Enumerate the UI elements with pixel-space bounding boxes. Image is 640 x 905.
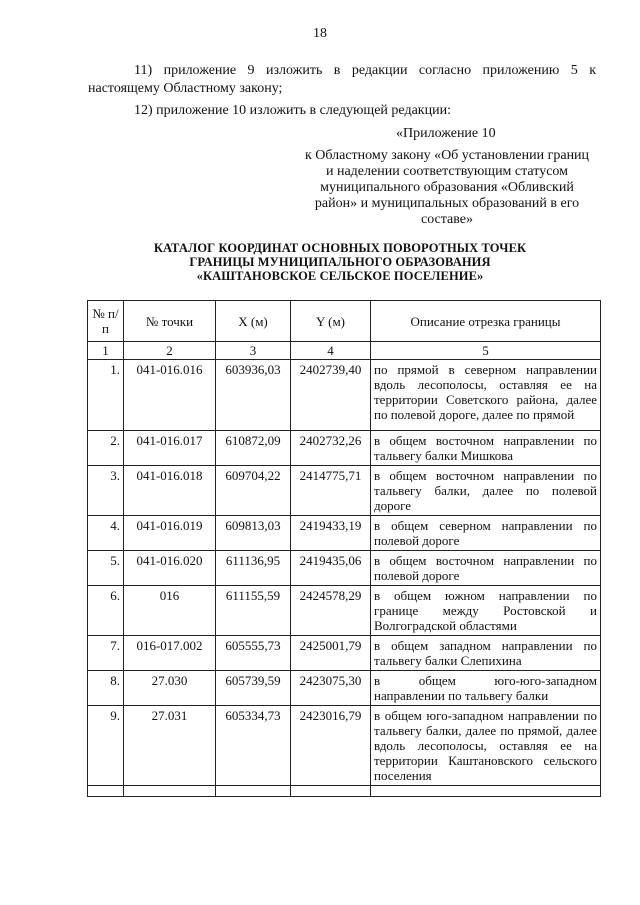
table-row: [88, 431, 601, 466]
row-point: 016-017.002: [124, 636, 216, 671]
row-num: 7.: [88, 636, 124, 671]
amendment-item-11: 11) приложение 9 изложить в редакции согласно приложению 5 к настоящему Областному закону;: [88, 63, 596, 96]
table-row: [88, 706, 601, 786]
row-x: 605555,73: [216, 636, 291, 671]
row-x: 605334,73: [216, 706, 291, 786]
row-description: в общем восточном направлении по тальвегу балки Мишкова: [371, 431, 601, 466]
table-header-row: [88, 301, 601, 342]
table-row: [88, 671, 601, 706]
column-numbers-row: [88, 342, 601, 360]
catalog-title-line-3: «КАШТАНОВСКОЕ СЕЛЬСКОЕ ПОСЕЛЕНИЕ»: [196, 269, 484, 283]
gap-cell: [371, 786, 601, 797]
row-x: 605739,59: [216, 671, 291, 706]
row-x: 611155,59: [216, 586, 291, 636]
table-row: [88, 466, 601, 516]
row-point: 27.030: [124, 671, 216, 706]
row-num: 1.: [88, 360, 124, 431]
catalog-title-line-2: ГРАНИЦЫ МУНИЦИПАЛЬНОГО ОБРАЗОВАНИЯ: [189, 255, 491, 269]
row-y: 2423016,79: [291, 706, 371, 786]
row-description: в общем восточном направлении по тальвегу балки, далее по полевой дороге: [371, 466, 601, 516]
gap-cell: [216, 786, 291, 797]
column-number: 3: [216, 342, 291, 360]
row-num: 2.: [88, 431, 124, 466]
column-number: 5: [371, 342, 601, 360]
row-x: 603936,03: [216, 360, 291, 431]
row-y: 2419433,19: [291, 516, 371, 551]
column-number: 4: [291, 342, 371, 360]
row-point: 016: [124, 586, 216, 636]
header-num: № п/п: [88, 301, 124, 342]
row-y: 2402739,40: [291, 360, 371, 431]
row-y: 2402732,26: [291, 431, 371, 466]
row-description: в общем юго-западном направлении по тальвегу балки, далее по прямой, далее вдоль лесополосы, оставляя ее на территории Каштановского сельского поселения: [371, 706, 601, 786]
row-description: в общем северном направлении по полевой дороге: [371, 516, 601, 551]
row-num: 8.: [88, 671, 124, 706]
column-number: 2: [124, 342, 216, 360]
header-x: X (м): [216, 301, 291, 342]
amendment-item-12: 12) приложение 10 изложить в следующей редакции:: [134, 103, 451, 118]
table-row: [88, 551, 601, 586]
row-y: 2419435,06: [291, 551, 371, 586]
row-point: 041-016.019: [124, 516, 216, 551]
row-num: 6.: [88, 586, 124, 636]
coordinates-table: [87, 300, 601, 797]
row-x: 609813,03: [216, 516, 291, 551]
table-row: [88, 586, 601, 636]
gap-cell: [291, 786, 371, 797]
page-number: 18: [313, 26, 327, 41]
row-x: 610872,09: [216, 431, 291, 466]
row-num: 4.: [88, 516, 124, 551]
row-x: 609704,22: [216, 466, 291, 516]
row-description: по прямой в северном направлении вдоль лесополосы, оставляя ее на территории Советского района, далее по полевой дороге, далее по прямой: [371, 360, 601, 431]
gap-cell: [88, 786, 124, 797]
table-row: [88, 360, 601, 431]
row-description: в общем юго-юго-западном направлении по тальвегу балки: [371, 671, 601, 706]
row-x: 611136,95: [216, 551, 291, 586]
row-y: 2414775,71: [291, 466, 371, 516]
table-row: [88, 516, 601, 551]
header-point: № точки: [124, 301, 216, 342]
row-description: в общем восточном направлении по полевой дороге: [371, 551, 601, 586]
header-y: Y (м): [291, 301, 371, 342]
row-description: в общем западном направлении по тальвегу балки Слепихина: [371, 636, 601, 671]
row-point: 27.031: [124, 706, 216, 786]
appendix-title: «Приложение 10: [396, 126, 496, 141]
column-number: 1: [88, 342, 124, 360]
row-num: 5.: [88, 551, 124, 586]
table-footer-gap: [88, 786, 601, 797]
law-reference: к Областному закону «Об установлении границ и наделении соответствующим статусом муниципального образования «Обливский район» и муниципальных образований в его составе»: [304, 148, 590, 227]
row-point: 041-016.020: [124, 551, 216, 586]
row-y: 2423075,30: [291, 671, 371, 706]
row-point: 041-016.016: [124, 360, 216, 431]
row-point: 041-016.017: [124, 431, 216, 466]
table-row: [88, 636, 601, 671]
catalog-title-line-1: КАТАЛОГ КООРДИНАТ ОСНОВНЫХ ПОВОРОТНЫХ ТОЧЕК: [153, 241, 527, 255]
catalog-title: [60, 241, 620, 283]
row-description: в общем южном направлении по границе между Ростовской и Волгоградской областями: [371, 586, 601, 636]
row-num: 3.: [88, 466, 124, 516]
row-y: 2424578,29: [291, 586, 371, 636]
row-num: 9.: [88, 706, 124, 786]
row-point: 041-016.018: [124, 466, 216, 516]
row-y: 2425001,79: [291, 636, 371, 671]
gap-cell: [124, 786, 216, 797]
header-description: Описание отрезка границы: [371, 301, 601, 342]
